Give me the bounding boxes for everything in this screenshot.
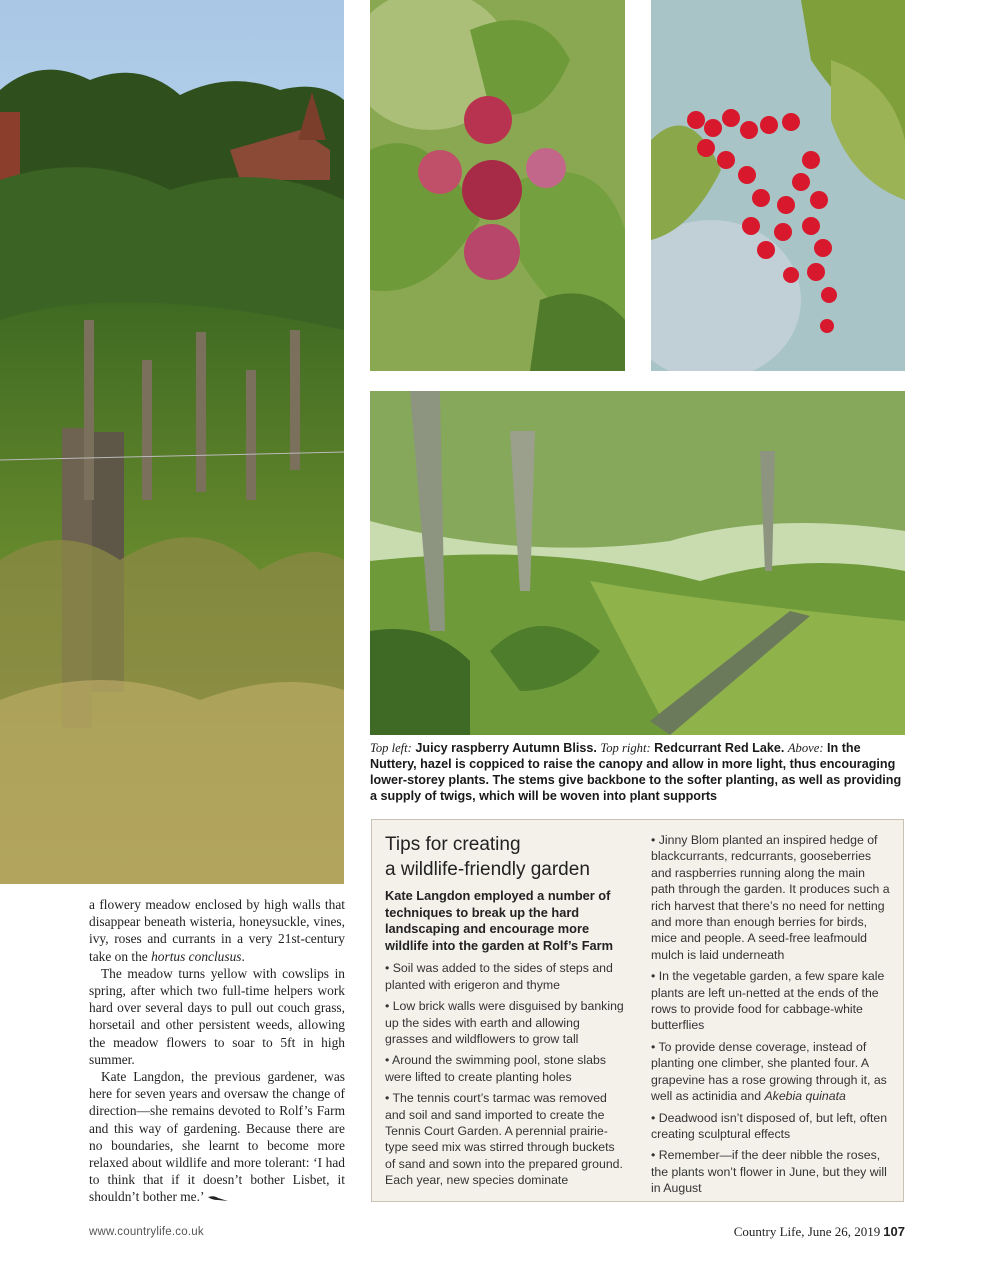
tip-item — [651, 1039, 891, 1105]
body-paragraph-3 — [89, 1068, 345, 1206]
caption-top-left-label: Top left: — [370, 741, 412, 755]
tip-item: • Remember—if the deer nibble the roses, the plants won’t flower in June, but they will in August — [651, 1148, 887, 1196]
body-paragraph-1 — [89, 896, 345, 965]
footer-publication-date: Country Life, June 26, 2019 — [733, 1224, 881, 1239]
photo-raspberry — [370, 0, 625, 371]
tip-item: • Soil was added to the sides of steps and planted with erigeron and thyme — [385, 961, 613, 992]
body-paragraph-2: The meadow turns yellow with cowslips in spring, after which two full-time helpers work hard over several days to pull out couch grass, horsetail and other persistent weeds, allowing the meadow flowers to soar to 5ft in high summer. — [89, 965, 345, 1067]
tip-item-7-emphasis: Akebia quinata — [764, 1089, 846, 1104]
caption-top-right-text: Redcurrant Red Lake. — [654, 741, 785, 755]
caption-top-right-label: Top right: — [600, 741, 651, 755]
tip-item: • In the vegetable garden, a few spare kale plants are left un-netted at the ends of the rows to provide food for cabbage-white butterflies — [651, 969, 885, 1033]
tips-intro: Kate Langdon employed a number of techniques to break up the hard landscaping and encourage more wildlife into the garden at Rolf’s Farm — [385, 888, 613, 953]
tip-item: • The tennis court’s tarmac was removed and soil and sand imported to create the Tennis Court Garden. A perennial prairie-type seed mix was stirred through buckets of sand and sown into the prepared ground. Each year, new species dominate — [385, 1091, 623, 1188]
photo-meadow-fence — [0, 0, 344, 884]
body-p1-emphasis: hortus conclusus — [151, 948, 242, 964]
article-body — [89, 896, 345, 1206]
body-p3-text: Kate Langdon, the previous gardener, was here for seven years and oversaw the change of direction—she remains devoted to Rolf’s Farm and this way of gardening. Because there are no boundaries, she learnt to become more relaxed about wildlife and more tolerant: ‘I had to think that if it doesn’t bother Lisbet, it shouldn’t bother me.’ — [89, 1069, 345, 1205]
bird-end-mark-icon — [208, 1194, 228, 1202]
tips-title-line-1: Tips for creating — [385, 834, 521, 855]
tip-item: • Deadwood isn’t disposed of, but left, often creating sculptural effects — [651, 1110, 888, 1141]
tips-column-left — [385, 832, 625, 1194]
photo-nuttery — [370, 391, 905, 735]
tip-item: • Jinny Blom planted an inspired hedge of blackcurrants, redcurrants, gooseberries and raspberries running along the main path through the garden. It produces such a rich harvest that there’s no need for netting and more than enough berries for birds, mice and people. A seed-free leafmould mulch is laid underneath — [651, 833, 890, 962]
photo-redcurrant — [651, 0, 905, 371]
page-number: 107 — [883, 1224, 905, 1239]
footer-publication — [734, 1224, 905, 1240]
tip-item: • Around the swimming pool, stone slabs were lifted to create planting holes — [385, 1053, 606, 1084]
photo-caption — [370, 740, 905, 804]
caption-above-text: In the Nuttery, hazel is coppiced to raise the canopy and allow in more light, thus encouraging lower-storey plants. The stems give backbone to the softer planting, as well as providing a supply of twigs, which will be woven into plant supports — [370, 741, 902, 803]
tip-item: • Low brick walls were disguised by banking up the sides with earth and allowing grasses and wildflowers to grow tall — [385, 999, 624, 1046]
tip-item-7-text: • To provide dense coverage, instead of planting one climber, she planted four. A grapevine has a rose growing through it, as well as actinidia and — [651, 1039, 887, 1104]
footer-url: www.countrylife.co.uk — [89, 1226, 204, 1238]
caption-top-left-text: Juicy raspberry Autumn Bliss. — [415, 741, 597, 755]
body-p1-end: . — [241, 948, 245, 964]
caption-above-label: Above: — [787, 741, 824, 755]
body-p1-text: a flowery meadow enclosed by high walls that disappear beneath wisteria, honeysuckle, vines, ivy, roses and currants in a very 21st-century take on the — [89, 897, 345, 964]
tips-title — [385, 832, 625, 882]
tips-title-line-2: a wildlife-friendly garden — [385, 859, 590, 880]
tips-box — [371, 819, 904, 1202]
tips-column-right — [651, 832, 891, 1202]
